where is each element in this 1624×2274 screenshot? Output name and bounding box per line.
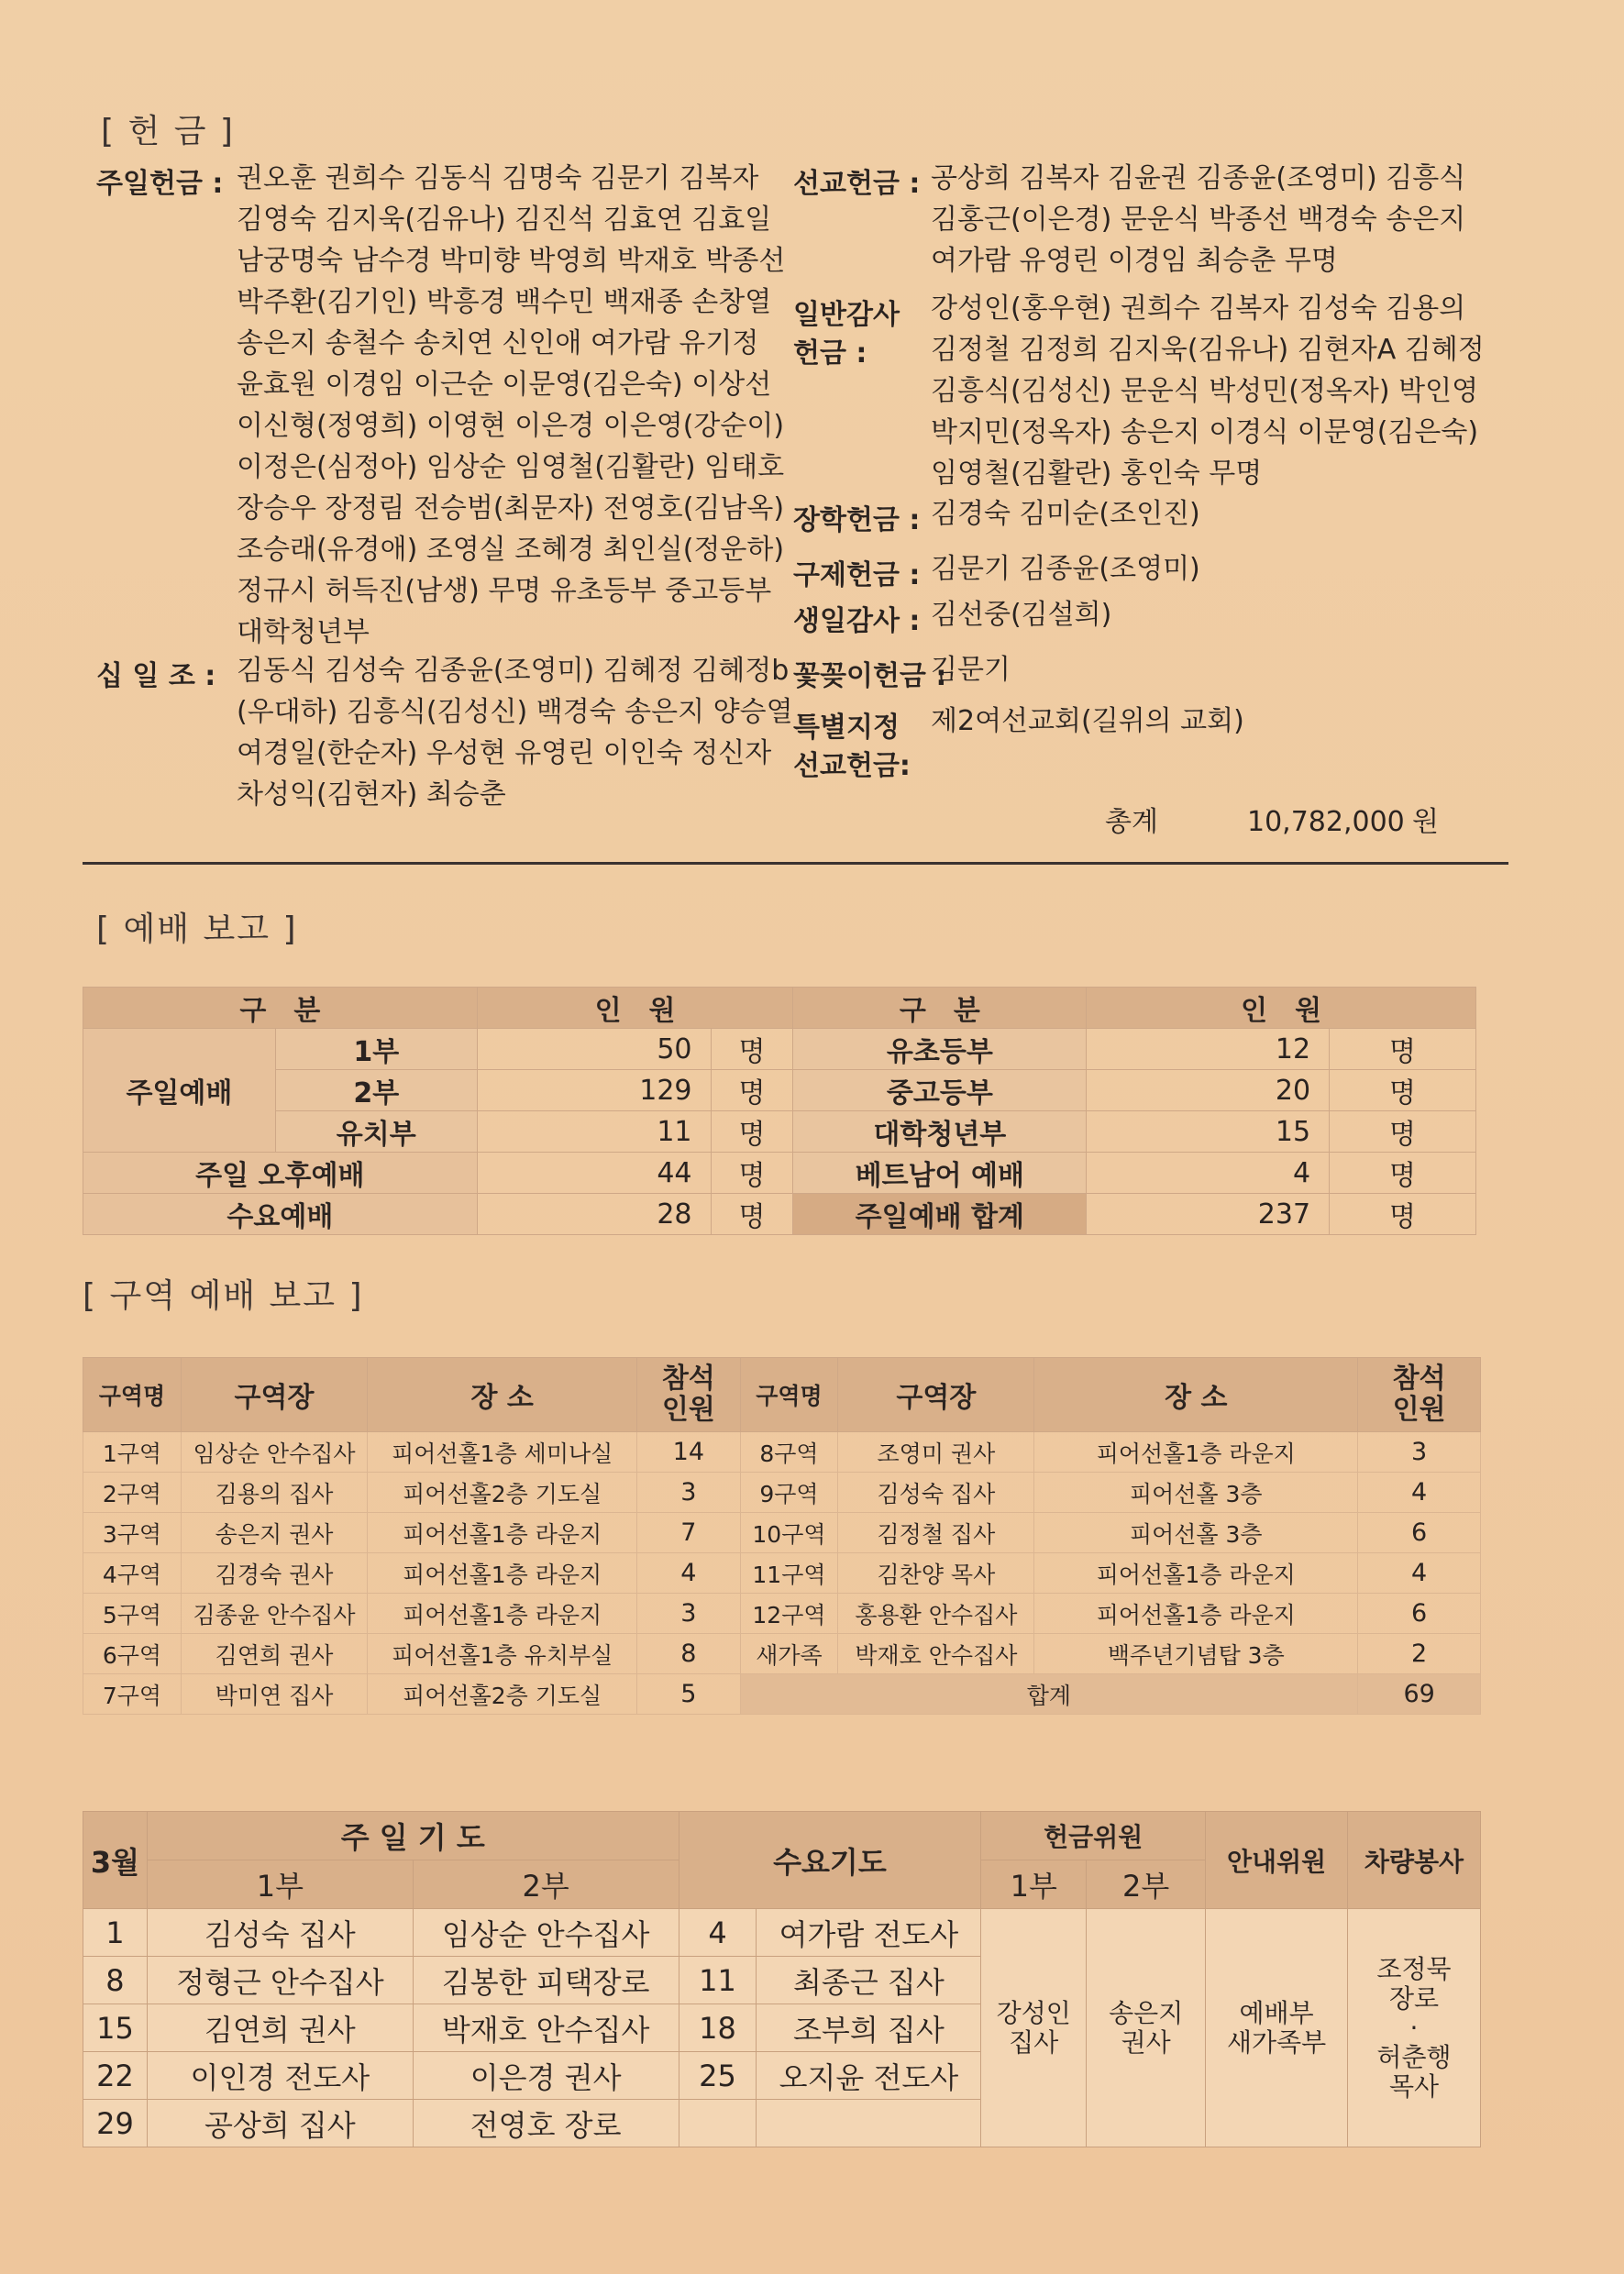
name-line: 송은지 송철수 송치연 신인애 여가람 유기정 <box>237 327 759 359</box>
district-name: 10구역 <box>740 1513 838 1553</box>
wednesday-day: 18 <box>679 2004 757 2052</box>
sunday-offering-names <box>237 158 787 653</box>
worship-unit-2: 명 <box>1330 1070 1476 1111</box>
district-header-attendance <box>637 1358 740 1432</box>
district-place: 피어선홀2층 기도실 <box>368 1674 637 1715</box>
sunday-worship-label: 주일예배 <box>83 1029 276 1153</box>
district-place: 피어선홀 3층 <box>1034 1513 1358 1553</box>
worship-count: 11 <box>477 1111 711 1153</box>
sunday-offering-label: 주일헌금 : <box>96 168 224 200</box>
usher-header: 안내위원 <box>1206 1812 1348 1909</box>
worship-unit: 명 <box>711 1029 793 1070</box>
vehicle-service-header: 차량봉사 <box>1348 1812 1481 1909</box>
total-unit: 원 <box>1412 806 1439 838</box>
name-line: 차성익(김현자) 최승춘 <box>237 778 506 811</box>
sunday-prayer-1: 김성숙 집사 <box>147 1909 413 1957</box>
usher-committee-line: 예배부 <box>1239 1997 1314 2028</box>
name-line: 김홍근(이은경) 문운식 박종선 백경숙 송은지 <box>931 204 1466 236</box>
name-line: 여경일(한순자) 우성현 유영린 이인숙 정신자 <box>237 737 772 769</box>
worship-header-category: 구 분 <box>83 988 478 1029</box>
district-place: 피어선홀1층 세미나실 <box>368 1432 637 1473</box>
offering-title: [ 헌 금 ] <box>101 113 235 150</box>
district-place: 피어선홀1층 라운지 <box>368 1513 637 1553</box>
district-header-attendance-1b: 참석 <box>1392 1363 1446 1395</box>
worship-category-2: 베트남어 예배 <box>793 1153 1087 1194</box>
vehicle-service <box>1348 1909 1481 2147</box>
wednesday-day <box>679 2100 757 2147</box>
sunday-prayer-1: 공상희 집사 <box>147 2100 413 2147</box>
worship-category-2: 대학청년부 <box>793 1111 1087 1153</box>
offering-committee-2-line: 권사 <box>1121 2026 1171 2058</box>
district-attendance: 6 <box>1358 1594 1481 1634</box>
worship-header-count: 인 원 <box>477 988 793 1029</box>
name-line: 강성인(홍우현) 권희수 김복자 김성숙 김용의 <box>931 293 1466 325</box>
total-label: 총계 <box>1105 806 1158 838</box>
offering-committee-2 <box>1087 1909 1206 2147</box>
district-report-title: [ 구역 예배 보고 ] <box>83 1277 364 1315</box>
worship-sub-label: 유치부 <box>275 1111 477 1153</box>
vehicle-service-line: 조정묵 <box>1376 1953 1452 1984</box>
district-attendance: 7 <box>637 1513 740 1553</box>
district-header-place: 장 소 <box>368 1358 637 1432</box>
worship-total-count: 237 <box>1087 1194 1330 1235</box>
worship-unit: 명 <box>711 1194 793 1235</box>
district-leader: 송은지 권사 <box>181 1513 367 1553</box>
district-attendance: 4 <box>1358 1473 1481 1513</box>
worship-count: 28 <box>477 1194 711 1235</box>
sunday-prayer-1: 이인경 전도사 <box>147 2052 413 2100</box>
offering-committee-header: 헌금위원 <box>981 1812 1206 1860</box>
tithe-label: 십 일 조 : <box>96 660 216 692</box>
district-header-attendance-2 <box>1358 1358 1481 1432</box>
district-name: 1구역 <box>83 1432 182 1473</box>
wednesday-prayer <box>757 2100 981 2147</box>
sunday-prayer-2: 박재호 안수집사 <box>413 2004 679 2052</box>
district-leader: 조영미 권사 <box>838 1432 1034 1473</box>
sunday-prayer-2: 전영호 장로 <box>413 2100 679 2147</box>
district-place: 피어선홀1층 유치부실 <box>368 1634 637 1674</box>
thanks-offering-label-2: 헌금 : <box>793 337 867 370</box>
district-leader: 박미연 집사 <box>181 1674 367 1715</box>
district-header-name-2: 구역명 <box>740 1358 838 1432</box>
birthday-names: 김선중(김설희) <box>931 599 1112 631</box>
district-attendance: 14 <box>637 1432 740 1473</box>
district-sum-label: 합계 <box>740 1674 1358 1715</box>
total-value: 10,782,000 <box>1247 806 1405 838</box>
flower-offering-label: 꽃꽂이헌금 : <box>793 660 947 692</box>
district-attendance: 3 <box>637 1594 740 1634</box>
district-table <box>83 1357 1481 1715</box>
district-name: 5구역 <box>83 1594 182 1634</box>
district-place: 피어선홀2층 기도실 <box>368 1473 637 1513</box>
usher-committee <box>1206 1909 1348 2147</box>
scholarship-names: 김경숙 김미순(조인진) <box>931 498 1200 530</box>
worship-unit-2: 명 <box>1330 1153 1476 1194</box>
vehicle-service-line: 목사 <box>1388 2070 1440 2102</box>
wednesday-prayer: 오지윤 전도사 <box>757 2052 981 2100</box>
sunday-prayer-1: 정형근 안수집사 <box>147 1957 413 2004</box>
district-leader: 임상순 안수집사 <box>181 1432 367 1473</box>
table-row <box>83 1909 1481 1957</box>
sunday-worship-total-label: 주일예배 합계 <box>793 1194 1087 1235</box>
name-line: 장승우 장정림 전승범(최문자) 전영호(김남옥) <box>237 492 785 524</box>
district-name: 9구역 <box>740 1473 838 1513</box>
worship-count-2: 4 <box>1087 1153 1330 1194</box>
duty-table <box>83 1811 1481 2147</box>
vehicle-service-line: 장로 <box>1388 1982 1440 2014</box>
thanks-offering-names <box>931 288 1518 494</box>
name-line: (우대하) 김흥식(김성신) 백경숙 송은지 양승열 <box>237 696 793 728</box>
district-name: 3구역 <box>83 1513 182 1553</box>
worship-unit-2: 명 <box>1330 1029 1476 1070</box>
offering-committee-1-line: 강성인 <box>996 1997 1071 2028</box>
duty-day: 22 <box>83 2052 148 2100</box>
name-line: 정규시 허득진(남생) 무명 유초등부 중고등부 <box>237 575 772 607</box>
district-header-attendance-2b: 인원 <box>1392 1394 1446 1426</box>
district-leader: 박재호 안수집사 <box>838 1634 1034 1674</box>
district-name: 12구역 <box>740 1594 838 1634</box>
relief-names: 김문기 김종윤(조영미) <box>931 553 1200 585</box>
worship-category-2: 중고등부 <box>793 1070 1087 1111</box>
district-place: 백주년기념탑 3층 <box>1034 1634 1358 1674</box>
wednesday-day: 11 <box>679 1957 757 2004</box>
district-name: 2구역 <box>83 1473 182 1513</box>
mission-offering-label: 선교헌금 : <box>793 168 921 200</box>
district-leader: 김찬양 목사 <box>838 1553 1034 1594</box>
duty-day: 8 <box>83 1957 148 2004</box>
worship-count: 50 <box>477 1029 711 1070</box>
district-name: 4구역 <box>83 1553 182 1594</box>
name-line: 박주환(김기인) 박흥경 백수민 백재종 손창열 <box>237 286 772 318</box>
district-header-attendance-2: 인원 <box>661 1394 715 1426</box>
name-line: 윤효원 이경임 이근순 이문영(김은숙) 이상선 <box>237 369 772 401</box>
mission-offering-names <box>931 158 1518 281</box>
worship-unit: 명 <box>711 1070 793 1111</box>
worship-sub-label: 1부 <box>275 1029 477 1070</box>
worship-sub-label: 2부 <box>275 1070 477 1111</box>
worship-count: 44 <box>477 1153 711 1194</box>
table-row <box>83 1634 1481 1674</box>
district-place: 피어선홀 3층 <box>1034 1473 1358 1513</box>
tithe-names <box>237 650 793 815</box>
district-leader: 김경숙 권사 <box>181 1553 367 1594</box>
district-leader: 김종윤 안수집사 <box>181 1594 367 1634</box>
sunday-prayer-2: 임상순 안수집사 <box>413 1909 679 1957</box>
district-leader: 김정철 집사 <box>838 1513 1034 1553</box>
worship-unit-2: 명 <box>1330 1111 1476 1153</box>
duty-day: 1 <box>83 1909 148 1957</box>
name-line: 김흥식(김성신) 문운식 박성민(정옥자) 박인영 <box>931 375 1479 407</box>
district-header-place-2: 장 소 <box>1034 1358 1358 1432</box>
table-row <box>83 1674 1481 1715</box>
district-place: 피어선홀1층 라운지 <box>1034 1432 1358 1473</box>
district-leader: 홍용환 안수집사 <box>838 1594 1034 1634</box>
duty-day: 29 <box>83 2100 148 2147</box>
district-attendance: 3 <box>1358 1432 1481 1473</box>
offering-service-1: 1부 <box>981 1860 1087 1909</box>
name-line: 김동식 김성숙 김종윤(조영미) 김혜정 김혜정b <box>237 655 790 687</box>
name-line: 박지민(정옥자) 송은지 이경식 이문영(김은숙) <box>931 416 1479 448</box>
offering-committee-1 <box>981 1909 1087 2147</box>
usher-committee-line: 새가족부 <box>1226 2026 1327 2058</box>
wednesday-day: 4 <box>679 1909 757 1957</box>
district-attendance: 6 <box>1358 1513 1481 1553</box>
special-mission-label-1: 특별지정 <box>793 712 900 744</box>
district-name: 새가족 <box>740 1634 838 1674</box>
name-line: 권오훈 권희수 김동식 김명숙 김문기 김복자 <box>237 162 759 194</box>
name-line: 이정은(심정아) 임상순 임영철(김활란) 임태호 <box>237 451 785 483</box>
district-place: 피어선홀1층 라운지 <box>1034 1553 1358 1594</box>
special-mission-label-2: 선교헌금: <box>793 750 911 782</box>
sunday-prayer-service-2: 2부 <box>413 1860 679 1909</box>
district-attendance: 4 <box>1358 1553 1481 1594</box>
district-attendance: 5 <box>637 1674 740 1715</box>
offering-committee-2-line: 송은지 <box>1109 1997 1184 2028</box>
offering-committee-1-line: 집사 <box>1009 2026 1059 2058</box>
worship-unit: 명 <box>711 1111 793 1153</box>
district-attendance: 8 <box>637 1634 740 1674</box>
district-place: 피어선홀1층 라운지 <box>368 1553 637 1594</box>
sunday-prayer-2: 이은경 권사 <box>413 2052 679 2100</box>
worship-count-2: 12 <box>1087 1029 1330 1070</box>
table-row <box>83 1594 1481 1634</box>
relief-label: 구제헌금 : <box>793 559 921 591</box>
table-row <box>83 1513 1481 1553</box>
district-name: 11구역 <box>740 1553 838 1594</box>
district-header-name: 구역명 <box>83 1358 182 1432</box>
offering-service-2: 2부 <box>1087 1860 1206 1909</box>
scholarship-label: 장학헌금 : <box>793 504 921 536</box>
table-row <box>83 1473 1481 1513</box>
name-line: 김영숙 김지욱(김유나) 김진석 김효연 김효일 <box>237 204 772 236</box>
name-line: 조승래(유경애) 조영실 조혜경 최인실(정운하) <box>237 534 785 566</box>
district-place: 피어선홀1층 라운지 <box>368 1594 637 1634</box>
table-row <box>83 1432 1481 1473</box>
name-line: 대학청년부 <box>237 616 370 648</box>
sunday-prayer-header: 주 일 기 도 <box>147 1812 679 1860</box>
district-name: 8구역 <box>740 1432 838 1473</box>
district-name: 7구역 <box>83 1674 182 1715</box>
district-attendance: 4 <box>637 1553 740 1594</box>
birthday-label: 생일감사 : <box>793 605 921 637</box>
thanks-offering-label-1: 일반감사 <box>793 299 900 331</box>
flower-offering-names: 김문기 <box>931 654 1011 686</box>
worship-category-2: 유초등부 <box>793 1029 1087 1070</box>
sunday-prayer-1: 김연희 권사 <box>147 2004 413 2052</box>
worship-header-count-2: 인 원 <box>1087 988 1476 1029</box>
wednesday-prayer: 조부희 집사 <box>757 2004 981 2052</box>
name-line: 이신형(정영희) 이영현 이은경 이은영(강순이) <box>237 410 785 442</box>
worship-unit-2: 명 <box>1330 1194 1476 1235</box>
table-row <box>83 1553 1481 1594</box>
wednesday-day: 25 <box>679 2052 757 2100</box>
district-leader: 김용의 집사 <box>181 1473 367 1513</box>
worship-header-category-2: 구 분 <box>793 988 1087 1029</box>
duty-day: 15 <box>83 2004 148 2052</box>
sunday-prayer-2: 김봉한 피택장로 <box>413 1957 679 2004</box>
district-header-leader-2: 구역장 <box>838 1358 1034 1432</box>
name-line: 여가람 유영린 이경임 최승춘 무명 <box>931 245 1338 277</box>
worship-count-2: 20 <box>1087 1070 1330 1111</box>
worship-unit: 명 <box>711 1153 793 1194</box>
district-leader: 김연희 권사 <box>181 1634 367 1674</box>
worship-table <box>83 987 1476 1235</box>
wednesday-worship-label: 수요예배 <box>83 1194 478 1235</box>
name-line: 남궁명숙 남수경 박미향 박영희 박재호 박종선 <box>237 245 786 277</box>
name-line: 김정철 김정희 김지욱(김유나) 김현자A 김혜정 <box>931 334 1485 366</box>
district-place: 피어선홀1층 라운지 <box>1034 1594 1358 1634</box>
special-mission-names: 제2여선교회(길위의 교회) <box>931 705 1244 737</box>
worship-count-2: 15 <box>1087 1111 1330 1153</box>
name-line: 임영철(김활란) 홍인숙 무명 <box>931 458 1263 490</box>
district-header-leader: 구역장 <box>181 1358 367 1432</box>
vehicle-service-line: 허춘행 <box>1376 2041 1452 2072</box>
district-leader: 김성숙 집사 <box>838 1473 1034 1513</box>
duty-month: 3월 <box>83 1812 148 1909</box>
wednesday-prayer: 여가람 전도사 <box>757 1909 981 1957</box>
sunday-prayer-service-1: 1부 <box>147 1860 413 1909</box>
section-divider <box>83 862 1508 865</box>
afternoon-worship-label: 주일 오후예배 <box>83 1153 478 1194</box>
worship-count: 129 <box>477 1070 711 1111</box>
district-attendance: 3 <box>637 1473 740 1513</box>
wednesday-prayer: 최종근 집사 <box>757 1957 981 2004</box>
district-attendance: 2 <box>1358 1634 1481 1674</box>
wednesday-prayer-header: 수요기도 <box>679 1812 981 1909</box>
district-name: 6구역 <box>83 1634 182 1674</box>
district-sum-value: 69 <box>1358 1674 1481 1715</box>
vehicle-service-line: · <box>1409 2012 1419 2043</box>
worship-report-title: [ 예배 보고 ] <box>96 911 298 948</box>
name-line: 공상희 김복자 김윤권 김종윤(조영미) 김흥식 <box>931 162 1466 194</box>
district-header-attendance-1: 참석 <box>661 1363 715 1395</box>
